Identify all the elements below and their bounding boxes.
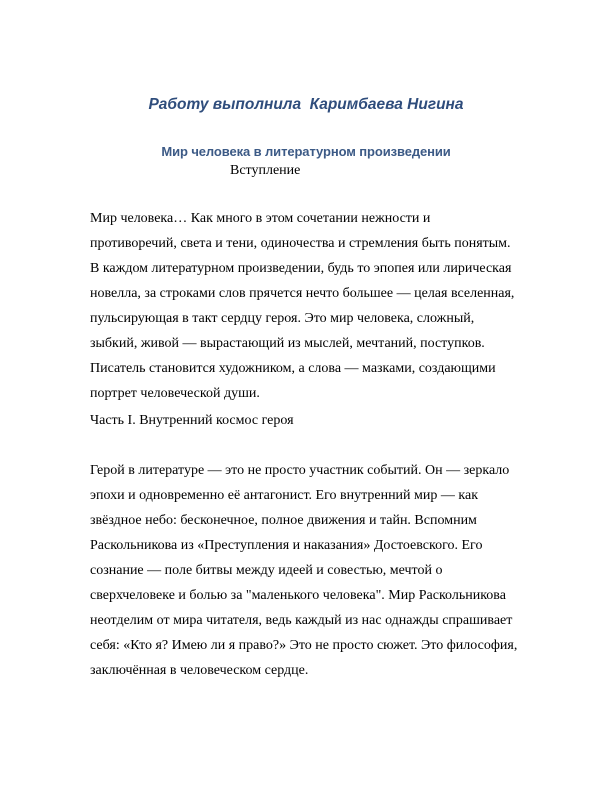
intro-heading: Вступление — [230, 163, 301, 178]
text-line: звёздное небо: бесконечное, полное движения и тайн. Вспомним — [90, 513, 477, 528]
part1-paragraph — [90, 458, 530, 683]
intro-paragraph — [90, 206, 530, 406]
text-line: противоречий, света и тени, одиночества и стремления быть понятым. — [90, 236, 511, 251]
document-title: Мир человека в литературном произведении — [161, 144, 451, 159]
text-line: зыбкий, живой — вырастающий из мыслей, мечтаний, поступков. — [90, 336, 485, 351]
text-line: сверхчеловеке и болью за "маленького человека". Мир Раскольникова — [90, 588, 506, 603]
text-line: портрет человеческой души. — [90, 386, 260, 401]
text-line: Мир человека… Как много в этом сочетании нежности и — [90, 211, 431, 226]
text-line: эпохи и одновременно её антагонист. Его внутренний мир — как — [90, 488, 479, 503]
text-line: Раскольникова из «Преступления и наказания» Достоевского. Его — [90, 538, 483, 553]
text-line: Писатель становится художником, а слова — мазками, создающими — [90, 361, 496, 376]
text-line: В каждом литературном произведении, будь то эпопея или лирическая — [90, 261, 512, 276]
text-line: заключённая в человеческом сердце. — [90, 663, 309, 678]
author-line: Работу выполнила Каримбаева Нигина — [148, 96, 464, 113]
text-line: неотделим от мира читателя, ведь каждый из нас однажды спрашивает — [90, 613, 513, 628]
text-line: новелла, за строками слов прячется нечто большее — целая вселенная, — [90, 286, 515, 301]
text-line: сознание — поле битвы между идеей и совестью, мечтой о — [90, 563, 443, 578]
text-line: Герой в литературе — это не просто участник событий. Он — зеркало — [90, 463, 510, 478]
text-line: пульсирующая в такт сердцу героя. Это мир человека, сложный, — [90, 311, 475, 326]
text-line: себя: «Кто я? Имею ли я право?» Это не просто сюжет. Это философия, — [90, 638, 518, 653]
part1-heading: Часть I. Внутренний космос героя — [90, 413, 294, 428]
